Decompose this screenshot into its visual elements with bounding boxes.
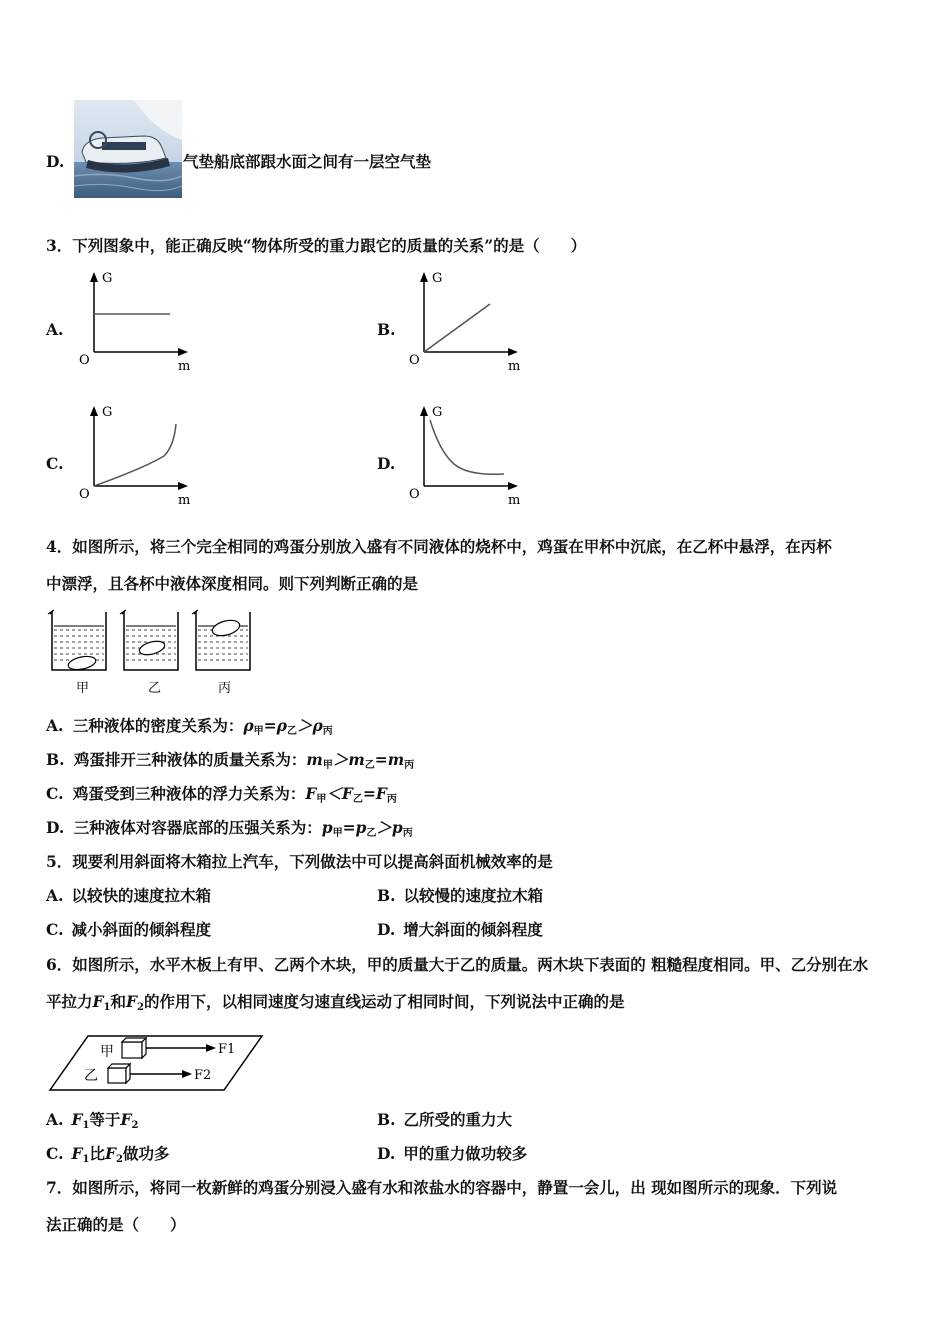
q2-option-d-text: 气垫船底部跟水面之间有一层空气垫: [183, 152, 432, 171]
q7-stem-line1: 7．如图所示，将同一枚新鲜的鸡蛋分别浸入盛有水和浓盐水的容器中，静置一会儿，出 现如图所示的现象．下列说: [46, 1178, 838, 1197]
friction-figure: [46, 1030, 268, 1100]
q3-option-c-label: C.: [46, 454, 64, 473]
graph-b-x-label: m: [508, 359, 521, 374]
q2-option-d-label: D.: [46, 152, 65, 171]
block-jia: [100, 1038, 235, 1060]
q4-stem-line2: 中漂浮，且各杯中液体深度相同。则下列判断正确的是: [46, 574, 419, 593]
graph-c: [74, 402, 204, 514]
block-label-jia: 甲: [100, 1044, 114, 1060]
force-label-f1: F1: [218, 1042, 236, 1057]
q6-option-c: C. $F_1$比$F_2$做功多: [46, 1144, 170, 1165]
q4-stem-line1: 4．如图所示，将三个完全相同的鸡蛋分别放入盛有不同液体的烧杯中，鸡蛋在甲杯中沉底，在乙杯中悬浮，在丙杯: [46, 537, 832, 556]
graph-c-origin: O: [79, 487, 90, 502]
q4-option-c: C. 鸡蛋受到三种液体的浮力关系为：$F_甲<F_乙=F_丙$: [46, 784, 397, 805]
beaker-bing: [192, 610, 250, 696]
graph-b-y-label: G: [432, 271, 443, 286]
q5-stem: 5．现要利用斜面将木箱拉上汽车，下列做法中可以提高斜面机械效率的是: [46, 852, 553, 871]
q6-option-a: A. $F_1$等于$F_2$: [46, 1110, 139, 1131]
graph-a: [74, 268, 204, 380]
force-label-f2: F2: [194, 1068, 212, 1083]
graph-d-origin: O: [409, 487, 420, 502]
q6-option-d: D. 甲的重力做功较多: [377, 1144, 528, 1163]
q4-option-b: B. 鸡蛋排开三种液体的质量关系为：$m_甲>m_乙=m_丙$: [46, 750, 415, 771]
q5-option-a: A. 以较快的速度拉木箱: [46, 886, 211, 905]
q6-option-b: B. 乙所受的重力大: [377, 1110, 513, 1129]
q3-option-a-label: A.: [46, 320, 64, 339]
graph-c-y-label: G: [102, 405, 113, 420]
beakers-figure: [46, 608, 258, 702]
beaker-label-yi: 乙: [148, 681, 162, 696]
beaker-jia: [48, 610, 106, 696]
graph-a-y-label: G: [102, 271, 113, 286]
q3-stem: 3．下列图象中，能正确反映“物体所受的重力跟它的质量的关系”的是（ ）: [46, 236, 587, 255]
q4-option-a: A. 三种液体的密度关系为：$\rho_甲=\rho_乙>\rho_丙$: [46, 716, 333, 737]
graph-a-origin: O: [79, 353, 90, 368]
block-label-yi: 乙: [84, 1068, 98, 1084]
graph-c-x-label: m: [178, 493, 191, 508]
graph-b: [404, 268, 534, 380]
q5-option-b: B. 以较慢的速度拉木箱: [377, 886, 544, 905]
q6-stem-line1: 6．如图所示，水平木板上有甲、乙两个木块，甲的质量大于乙的质量。两木块下表面的 粗糙程度相同。甲、乙分别在水: [46, 955, 869, 974]
graph-d-x-label: m: [508, 493, 521, 508]
graph-d: [404, 402, 534, 514]
graph-b-origin: O: [409, 353, 420, 368]
beaker-label-jia: 甲: [76, 681, 90, 696]
beaker-label-bing: 丙: [218, 681, 232, 696]
q3-option-b-label: B.: [377, 320, 396, 339]
q5-option-d: D. 增大斜面的倾斜程度: [377, 920, 543, 939]
beaker-yi: [120, 610, 178, 696]
q7-stem-line2: 法正确的是（ ）: [46, 1215, 186, 1234]
graph-d-y-label: G: [432, 405, 443, 420]
q4-option-d: D. 三种液体对容器底部的压强关系为：$p_甲=p_乙>p_丙$: [46, 818, 413, 839]
q6-stem-line2: 平拉力$F_1$和$F_2$的作用下，以相同速度匀速直线运动了相同时间，下列说法中正确的是: [46, 992, 625, 1013]
hovercraft-photo: [74, 100, 182, 198]
q5-option-c: C. 减小斜面的倾斜程度: [46, 920, 211, 939]
q3-option-d-label: D.: [377, 454, 396, 473]
block-yi: [84, 1064, 211, 1084]
graph-a-x-label: m: [178, 359, 191, 374]
